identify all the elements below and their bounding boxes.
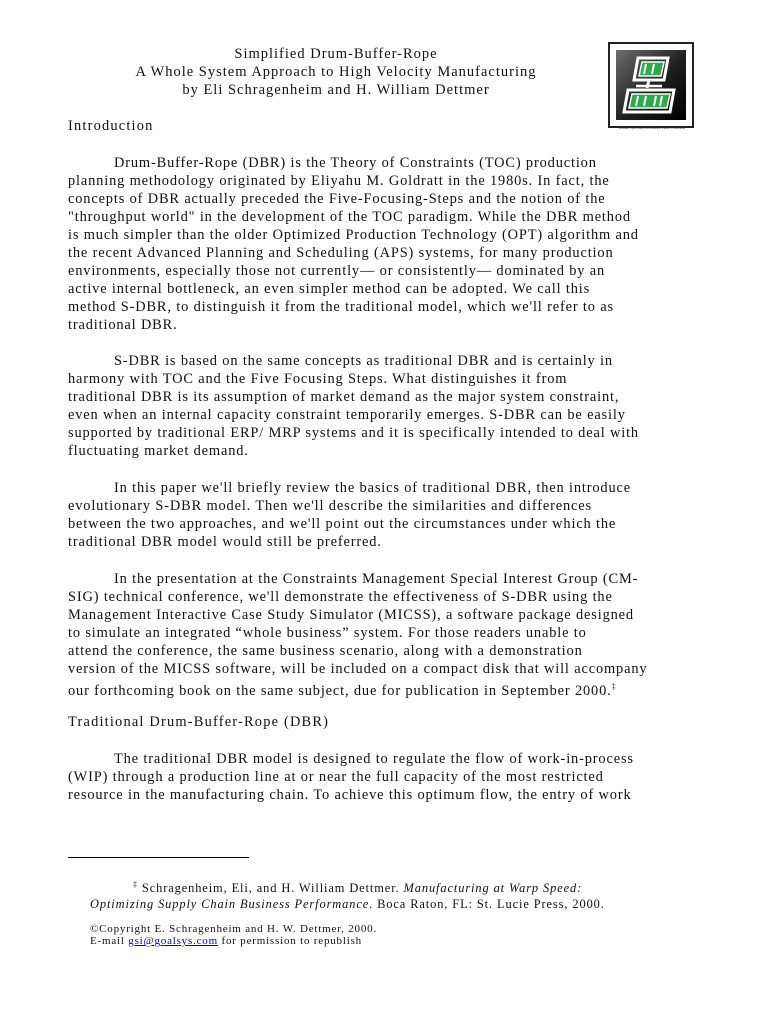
email-prefix: E-mail	[90, 935, 129, 947]
footnote	[90, 877, 605, 912]
paragraph-intro-1	[68, 154, 708, 334]
text-line	[68, 678, 708, 700]
footnote-book-title-1: Manufacturing at Warp Speed:	[403, 881, 583, 896]
footnote-authors: Schragenheim, Eli, and H. William Dettmer.	[137, 881, 404, 896]
email-line	[90, 935, 377, 947]
organization-logo	[608, 42, 694, 128]
footnote-book-title-2: Optimizing Supply Chain Business Performance	[90, 897, 370, 912]
text-line: Drum-Buffer-Rope (DBR) is the Theory of Constraints (TOC) production	[114, 155, 597, 171]
text-line: traditional DBR.	[68, 317, 178, 333]
section-heading-introduction: Introduction	[68, 118, 154, 134]
paragraph-intro-3	[68, 479, 708, 551]
text-line: In this paper we'll briefly review the basics of traditional DBR, then introduce	[114, 480, 631, 496]
email-suffix: for permission to republish	[217, 935, 362, 947]
text-line: fluctuating market demand.	[68, 443, 249, 459]
text-line: the recent Advanced Planning and Scheduling (APS) systems, for many production	[68, 245, 614, 261]
text-line: to simulate an integrated “whole business” system. For those readers unable to	[68, 625, 587, 641]
text-line-content: our forthcoming book on the same subject, due for publication in September 2000.	[68, 682, 612, 699]
text-line: method S-DBR, to distinguish it from the traditional model, which we'll refer to as	[68, 299, 614, 315]
copyright-line: ©Copyright E. Schragenheim and H. W. Dettmer, 2000.	[90, 923, 378, 935]
text-line: harmony with TOC and the Five Focusing Steps. What distinguishes it from	[68, 371, 568, 387]
text-line: S-DBR is based on the same concepts as traditional DBR and is certainly in	[114, 353, 613, 369]
text-line: active internal bottleneck, an even simpler method can be adopted. We call this	[68, 281, 591, 297]
paper-authors: by Eli Schragenheim and H. William Dettmer	[182, 82, 490, 98]
text-line: evolutionary S-DBR model. Then we'll describe the similarities and differences	[68, 498, 592, 514]
text-line: traditional DBR model would still be preferred.	[68, 534, 382, 550]
footnote-line-1	[90, 877, 605, 896]
footnote-divider	[68, 857, 249, 858]
paper-subtitle: A Whole System Approach to High Velocity Manufacturing	[135, 64, 537, 80]
footnote-publisher: . Boca Raton, FL: St. Lucie Press, 2000.	[369, 897, 605, 912]
text-line: (WIP) through a production line at or near the full capacity of the most restricted	[68, 769, 604, 785]
logo-emblem-icon	[616, 50, 686, 120]
text-line: version of the MICSS software, will be included on a compact disk that will accompany	[68, 661, 648, 677]
text-line: between the two approaches, and we'll point out the circumstances under which the	[68, 516, 617, 532]
text-line: even when an internal capacity constraint temporarily emerges. S-DBR can be easily	[68, 407, 626, 423]
text-line: concepts of DBR actually preceded the Five-Focusing-Steps and the notion of the	[68, 191, 606, 207]
text-line: is much simpler than the older Optimized Production Technology (OPT) algorithm and	[68, 227, 639, 243]
text-line: "throughput world" in the development of the TOC paradigm. While the DBR method	[68, 209, 631, 225]
paragraph-intro-4	[68, 570, 708, 700]
paragraph-intro-2	[68, 352, 708, 460]
logo-mark-icon	[616, 50, 686, 120]
text-line: The traditional DBR model is designed to regulate the flow of work-in-process	[114, 751, 634, 767]
text-line: resource in the manufacturing chain. To achieve this optimum flow, the entry of work	[68, 787, 632, 803]
text-line: supported by traditional ERP/ MRP systems and it is specifically intended to deal with	[68, 425, 639, 441]
paragraph-traditional-1	[68, 750, 708, 804]
text-line: environments, especially those not currently— or consistently— dominated by an	[68, 263, 606, 279]
footnote-marker: ‡	[133, 880, 138, 889]
text-line: In the presentation at the Constraints Management Special Interest Group (CM-	[114, 571, 639, 587]
footnote-marker[interactable]: ‡	[611, 682, 617, 691]
text-line: Management Interactive Case Study Simulator (MICSS), a software package designed	[68, 607, 634, 623]
copyright-notice	[90, 923, 377, 947]
text-line: attend the conference, the same business scenario, along with a demonstration	[68, 643, 583, 659]
text-line: traditional DBR is its assumption of market demand as the major system constraint,	[68, 389, 620, 405]
logo-caption: Annual Spectrum Information Paper Formation	[618, 126, 686, 130]
paper-title-block	[60, 45, 612, 99]
section-heading-traditional-dbr: Traditional Drum-Buffer-Rope (DBR)	[68, 714, 330, 730]
text-line: SIG) technical conference, we'll demonstrate the effectiveness of S-DBR using the	[68, 589, 613, 605]
email-link[interactable]: gsi@goalsys.com	[128, 935, 218, 947]
paper-title: Simplified Drum-Buffer-Rope	[234, 46, 438, 62]
text-line: planning methodology originated by Eliyahu M. Goldratt in the 1980s. In fact, the	[68, 173, 610, 189]
footnote-line-2	[90, 896, 605, 912]
